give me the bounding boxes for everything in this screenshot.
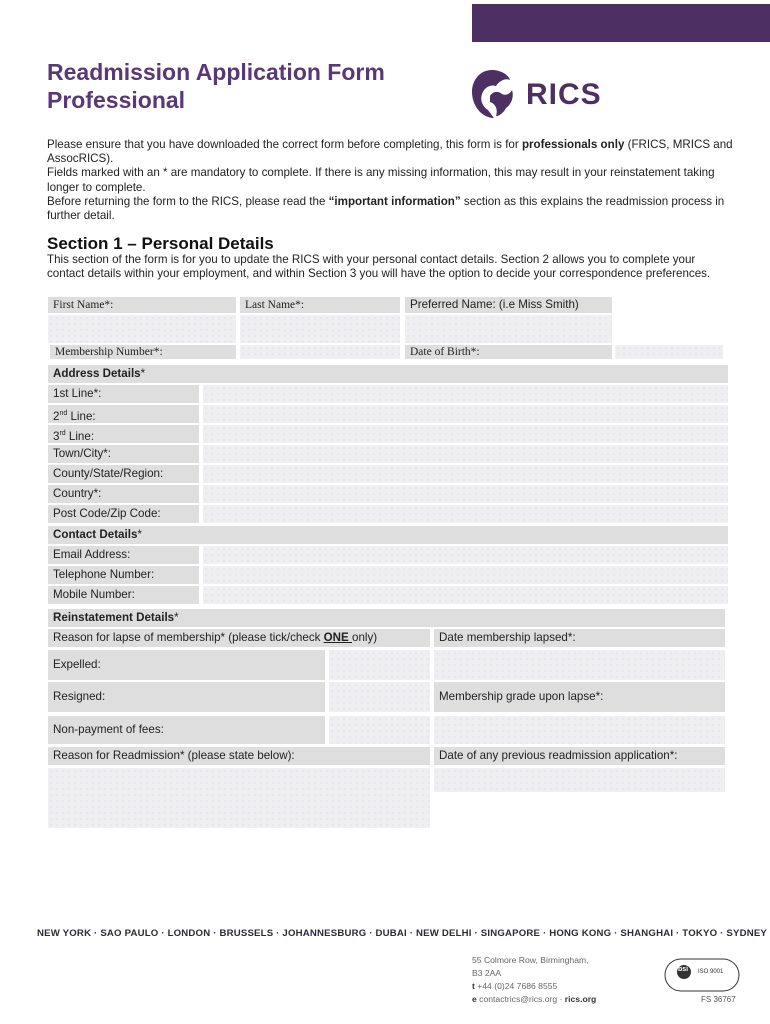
town-field[interactable]	[203, 445, 728, 463]
intro-text: Please ensure that you have downloaded the correct form before completing, this form is for professionals only (FRICS, MRICS and AssocRICS). Fields marked with an * are mandatory to complete. If there is any missing information, this may result in your reinstatement taking longer to complete. Before returning the form to the RICS, please read the “important information” section as this explains the readmission process in further detail.	[47, 138, 733, 223]
email-field[interactable]	[203, 546, 728, 564]
mobile-label: Mobile Number:	[48, 586, 199, 604]
certificate-code: FS 36767	[701, 995, 736, 1004]
nonpayment-label: Non-payment of fees:	[48, 716, 325, 744]
postcode-field[interactable]	[203, 505, 728, 523]
first-name-label: First Name*:	[48, 297, 236, 313]
address-line1-field[interactable]	[203, 385, 728, 403]
contact-header: Contact Details*	[48, 526, 728, 544]
rics-logo	[470, 66, 630, 122]
previous-application-field[interactable]	[434, 768, 725, 792]
preferred-name-label: Preferred Name: (i.e Miss Smith)	[405, 297, 612, 313]
previous-application-label: Date of any previous readmission application*:	[434, 747, 725, 765]
address-line3-field[interactable]	[203, 425, 728, 443]
bsi-label: bsi	[678, 966, 689, 973]
readmission-reason-field[interactable]	[48, 768, 430, 828]
resigned-label: Resigned:	[48, 682, 325, 712]
address-line1-label: 1st Line*:	[48, 385, 199, 403]
page-title: Readmission Application Form Professional	[47, 59, 385, 113]
membership-grade-field[interactable]	[434, 716, 725, 744]
header-bar	[472, 4, 770, 42]
readmission-reason-label: Reason for Readmission* (please state below):	[48, 747, 430, 765]
telephone-field[interactable]	[203, 566, 728, 584]
nonpayment-checkbox[interactable]	[329, 716, 430, 744]
date-lapsed-label: Date membership lapsed*:	[434, 629, 725, 647]
county-label: County/State/Region:	[48, 465, 199, 483]
preferred-name-field[interactable]	[405, 315, 612, 343]
expelled-checkbox[interactable]	[329, 650, 430, 680]
postcode-label: Post Code/Zip Code:	[48, 505, 199, 523]
dob-label: Date of Birth*:	[405, 345, 612, 359]
iso-label: ISO 9001	[698, 969, 724, 975]
address-line3-label: 3rd Line:	[48, 425, 199, 443]
date-lapsed-field[interactable]	[434, 650, 725, 680]
last-name-label: Last Name*:	[240, 297, 400, 313]
dob-field[interactable]	[615, 345, 723, 359]
membership-grade-label: Membership grade upon lapse*:	[434, 682, 725, 712]
country-field[interactable]	[203, 485, 728, 503]
county-field[interactable]	[203, 465, 728, 483]
country-label: Country*:	[48, 485, 199, 503]
contact-address: 55 Colmore Row, Birmingham, B3 2AA t +44 (0)24 7686 8555 e contactrics@rics.org · rics.org	[472, 955, 597, 1004]
town-label: Town/City*:	[48, 445, 199, 463]
last-name-field[interactable]	[240, 315, 400, 343]
resigned-checkbox[interactable]	[329, 682, 430, 712]
email-label: Email Address:	[48, 546, 199, 564]
logo-text: RICS	[526, 78, 602, 111]
section-description: This section of the form is for you to update the RICS with your personal contact details. Section 2 allows you to complete your contact details within your employment, and within Section 3 you will have the option to decide your correspondence preferences.	[47, 253, 711, 281]
reinstatement-header: Reinstatement Details*	[48, 609, 725, 627]
telephone-label: Telephone Number:	[48, 566, 199, 584]
membership-number-field[interactable]	[240, 345, 400, 359]
bsi-badge	[664, 958, 740, 992]
address-line2-label: 2nd Line:	[48, 405, 199, 423]
lapse-reason-label: Reason for lapse of membership* (please tick/check ONE only)	[48, 629, 430, 647]
section-title: Section 1 – Personal Details	[47, 234, 274, 253]
mobile-field[interactable]	[203, 586, 728, 604]
first-name-field[interactable]	[48, 315, 236, 343]
address-header: Address Details*	[48, 365, 728, 383]
address-line2-field[interactable]	[203, 405, 728, 423]
office-cities: NEW YORK · SAO PAULO · LONDON · BRUSSELS · JOHANNESBURG · DUBAI · NEW DELHI · SINGAPORE · HONG KONG · SHANGHAI · TOKYO · SYDNEY	[37, 928, 768, 939]
expelled-label: Expelled:	[48, 650, 325, 680]
membership-number-label: Membership Number*:	[50, 345, 236, 359]
